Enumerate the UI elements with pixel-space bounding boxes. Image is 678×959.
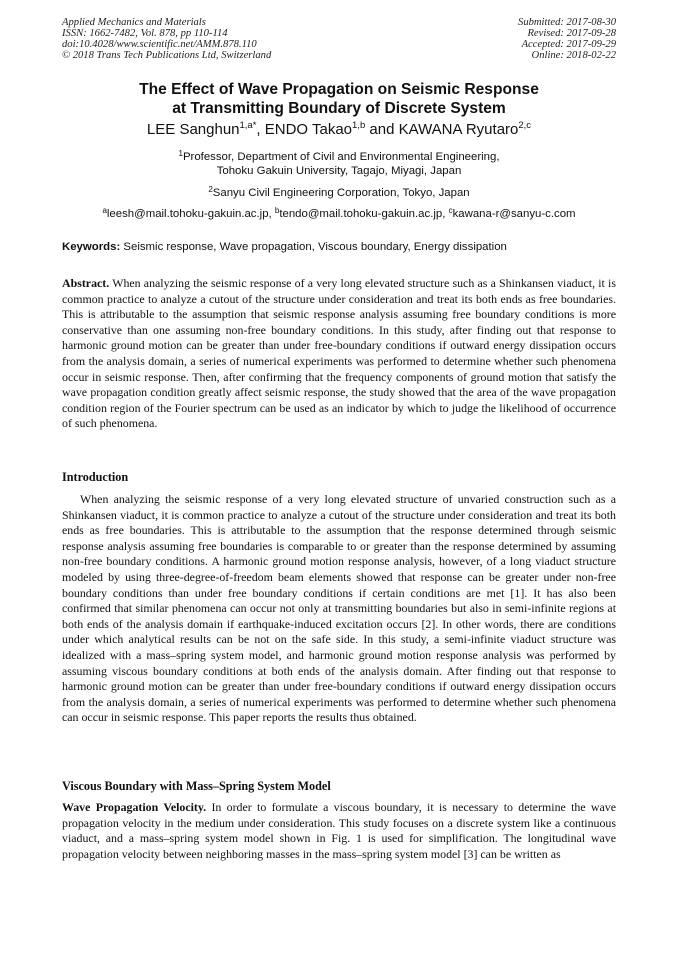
affiliation-1-line-2: Tohoku Gakuin University, Tagajo, Miyagi, Japan [216,165,462,177]
affiliation-1-text: Professor, Department of Civil and Environmental Engineering, [182,151,500,163]
affiliation-1-sup: 1 [178,149,183,158]
author-list [62,121,616,139]
author-2-name: ENDO Takao [264,121,353,138]
journal-header-right [518,17,616,61]
date-online: Online: 2018-02-22 [531,50,616,61]
author-3-sup: 2,c [518,120,532,131]
keywords-label: Keywords: [62,241,121,253]
affiliation-2-text: Sanyu Civil Engineering Corporation, Tokyo, Japan [212,187,470,199]
keywords-line [62,240,616,254]
date-revised: Revised: 2017-09-28 [527,28,616,39]
wave-propagation-paragraph [62,800,616,862]
abstract-text: When analyzing the seismic response of a very long elevated structure such as a Shinkansen viaduct, it is common practice to analyze a cutout of the structure under consideration and treat its both ends as free boundaries. This is attributable to the assumption that seismic response analysis assuming free boundary conditions is more conservative than one assuming non-free boundary conditions. In this study, after finding out that response to harmonic ground motion can be greater than under free-boundary conditions if outward energy dissipation occurs from the analysis domain, a series of numerical experiments was performed to determine whether such phenomena occur in seismic response. Then, after confirming that the frequency components of ground motion that satisfy the wave propagation condition greatly affect seismic response, the study showed that the area of the wave propagation condition region of the Fourier spectrum can be used as an indicator by which to judge the likelihood of occurrence of such phenomena. [62,276,616,431]
author-3-name: KAWANA Ryutaro [398,121,519,138]
keywords-text: Seismic response, Wave propagation, Viscous boundary, Energy dissipation [120,241,507,253]
affiliation-2-line [62,186,616,200]
author-2-sup: 1,b [352,120,366,131]
date-submitted: Submitted: 2017-08-30 [518,17,616,28]
author-emails [62,207,616,221]
title-line-2: at Transmitting Boundary of Discrete System [172,100,506,117]
introduction-paragraph: When analyzing the seismic response of a very long elevated structure of unvaried construction such as a Shinkansen viaduct, it is common practice to analyze a cutout of the structure under consideration and treat its both ends as free boundaries. This is attributable to the assumption that the response determined through seismic response analysis assuming free boundaries is comparable to or greater than the response determined by assuming non-free boundary conditions. A harmonic ground motion response analysis, however, of a long viaduct structure modeled by using three-degree-of-freedom beam elements showed that response can be greater under non-free boundary conditions than under free boundary conditions if certain conditions are met [1]. It has also been confirmed that similar phenomena can occur not only at transmitting boundaries but also in semi-infinite regions at both ends of the analysis domain if earthquake-induced excitation occurs [2]. In other words, there are conditions under which analytical results can be not on the safe side. In this study, a semi-infinite viaduct structure was idealized with a mass–spring system model, and harmonic ground motion response analysis was performed by assuming viscous boundary conditions at both ends of the analysis domain. After finding out that response to harmonic ground motion can be greater than under free-boundary conditions if outward energy dissipation occurs from the analysis domain, a series of numerical experiments was performed to determine whether such phenomena can occur in seismic response. This paper reports the results thus obtained. [62,492,616,725]
affiliation-2 [62,186,616,200]
author-1-name: LEE Sanghun [146,121,240,138]
affiliation-1-line-1 [62,150,616,164]
paper-title [62,80,616,118]
introduction-heading: Introduction [62,470,129,484]
email-b-sup: b [274,206,280,215]
author-separator-2: and [365,121,399,138]
email-b: tendo@mail.tohoku-gakuin.ac.jp, [279,208,449,220]
abstract-label: Abstract. [62,276,110,290]
journal-doi: doi:10.4028/www.scientific.net/AMM.878.110 [62,39,257,50]
abstract-paragraph [62,276,616,432]
affiliation-2-sup: 2 [208,185,213,194]
affiliation-1 [62,150,616,178]
journal-header-left [62,17,271,61]
email-a-sup: a [102,206,107,215]
email-c: kawana-r@sanyu-c.com [452,208,576,220]
author-separator-1: , [256,121,265,138]
journal-copyright: © 2018 Trans Tech Publications Ltd, Switzerland [62,50,272,61]
wave-propagation-label: Wave Propagation Velocity. [62,800,207,814]
email-line [62,207,616,221]
email-c-sup: c [448,206,453,215]
viscous-boundary-heading: Viscous Boundary with Mass–Spring System Model [62,779,331,793]
title-line-1: The Effect of Wave Propagation on Seismic Response [139,81,539,98]
author-1-sup: 1,a* [239,120,257,131]
wave-propagation-text: In order to formulate a viscous boundary, it is necessary to determine the wave propagation velocity in the medium under consideration. This study focuses on a discrete system like a continuous viaduct, and a mass–spring system model shown in Fig. 1 is used for simplification. The longitudinal wave propagation velocity between neighboring masses in the mass–spring system model [3] can be written as [62,800,617,861]
date-accepted: Accepted: 2017-09-29 [521,39,616,50]
email-a: leesh@mail.tohoku-gakuin.ac.jp, [106,208,275,220]
journal-issn: ISSN: 1662-7482, Vol. 878, pp 110-114 [62,28,228,39]
journal-name: Applied Mechanics and Materials [62,17,206,28]
